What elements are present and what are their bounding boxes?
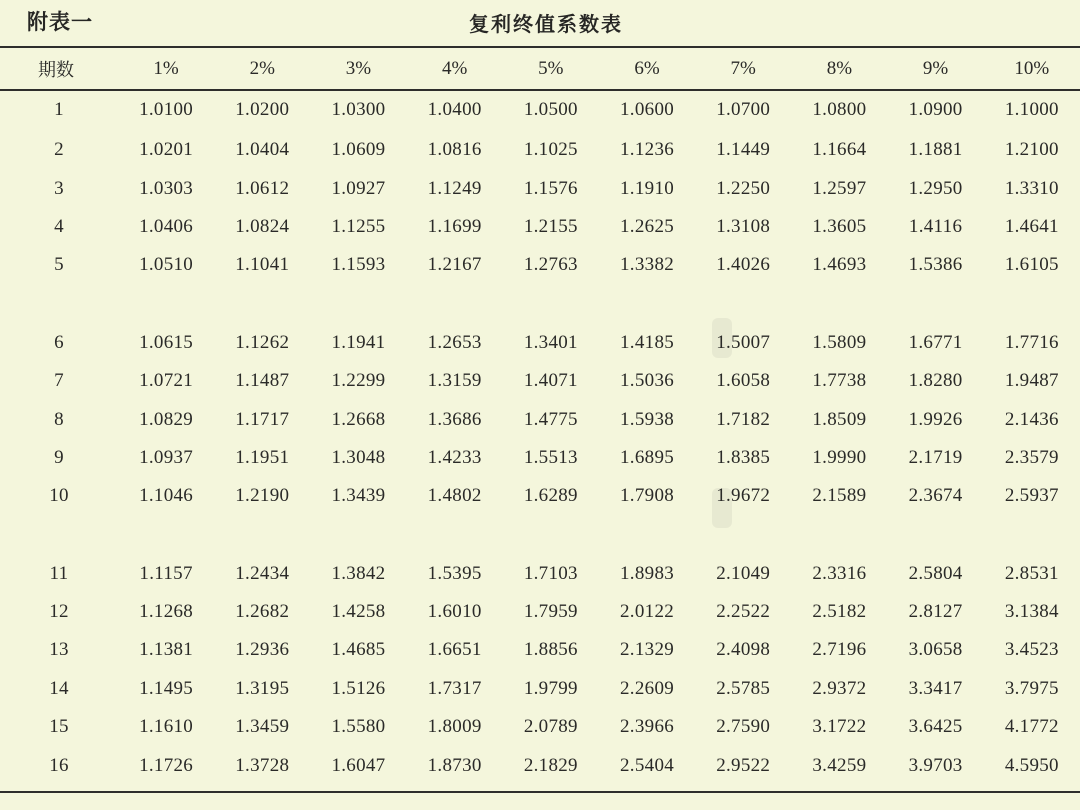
period-cell [0,324,118,362]
table-row [0,477,1080,515]
factor-cell: 1.2625 [620,215,675,237]
factor-cell: 1.1941 [331,331,386,353]
period-cell [0,439,118,477]
factor-cell: 1.2155 [523,215,578,237]
factor-cell: 1.4802 [427,485,482,507]
factor-cell: 1.5036 [620,370,675,392]
factor-cell: 1.0612 [235,177,290,199]
factor-cell: 1.4233 [427,446,482,468]
factor-cell: 1.3310 [1004,177,1059,199]
factor-cell: 1.0816 [427,139,482,161]
table-row [0,89,1080,131]
factor-cell: 1.4685 [331,639,386,661]
table-row [0,131,1080,169]
factor-cell: 1.9487 [1004,370,1059,392]
table-row [0,439,1080,477]
appendix-label: 附表一 [27,10,93,34]
period-cell [0,746,118,784]
factor-cell: 1.0404 [235,139,290,161]
factor-cell: 3.4523 [1004,639,1059,661]
factor-cell: 1.3159 [427,370,482,392]
rate-column-header: 9% [922,57,949,79]
factor-cell: 1.2653 [427,331,482,353]
factor-cell: 1.2167 [427,254,482,276]
factor-cell: 2.1436 [1004,408,1059,430]
factor-cell: 2.3966 [620,716,675,738]
table-row [0,208,1080,246]
factor-cell: 1.4071 [523,370,578,392]
period-value: 11 [49,562,69,584]
factor-cell: 1.4258 [331,601,386,623]
period-value: 14 [49,677,69,699]
period-value: 4 [54,215,64,237]
factor-cell: 2.8127 [908,601,963,623]
factor-cell: 1.7103 [523,562,578,584]
group-spacer [0,516,1080,555]
factor-cell: 2.5404 [620,754,675,776]
period-cell [0,593,118,631]
factor-cell: 3.3417 [908,677,963,699]
factor-cell: 1.3401 [523,331,578,353]
factor-cell: 2.9372 [812,677,867,699]
factor-cell: 1.4116 [908,215,963,237]
factor-cell: 1.8856 [523,639,578,661]
factor-cell: 2.8531 [1004,562,1059,584]
factor-cell: 1.0400 [427,99,482,120]
factor-cell: 1.1381 [139,639,194,661]
page-header [0,0,1080,46]
factor-cell: 1.1025 [523,139,578,161]
factor-cell: 1.1000 [1004,99,1059,120]
factor-cell: 1.1041 [235,254,290,276]
factor-cell: 1.3439 [331,485,386,507]
factor-cell: 1.0829 [139,408,194,430]
factor-cell: 2.4098 [716,639,771,661]
table-row [0,246,1080,284]
factor-cell: 1.4026 [716,254,771,276]
factor-cell: 2.3674 [908,485,963,507]
factor-cell: 1.8730 [427,754,482,776]
table-row [0,670,1080,708]
period-value: 5 [54,254,64,276]
table-row [0,555,1080,593]
factor-cell: 1.2190 [235,485,290,507]
factor-cell: 1.4185 [620,331,675,353]
factor-cell: 4.5950 [1004,754,1059,776]
period-cell [0,708,118,746]
factor-cell: 1.9926 [908,408,963,430]
table-row [0,708,1080,746]
period-value: 16 [49,754,69,776]
table-row [0,400,1080,438]
factor-cell: 1.3195 [235,677,290,699]
factor-cell: 1.6047 [331,754,386,776]
factor-cell: 1.0510 [139,254,194,276]
factor-cell: 1.5809 [812,331,867,353]
factor-cell: 1.0721 [139,370,194,392]
factor-cell: 1.0201 [139,139,194,161]
factor-cell: 1.1610 [139,716,194,738]
factor-cell: 1.6289 [523,485,578,507]
factor-cell: 1.5126 [331,677,386,699]
factor-cell: 4.1772 [1004,716,1059,738]
factor-cell: 1.3108 [716,215,771,237]
factor-cell: 1.8509 [812,408,867,430]
factor-cell: 1.5007 [716,331,771,353]
factor-cell: 1.0406 [139,215,194,237]
factor-cell: 1.1495 [139,677,194,699]
factor-cell: 1.3605 [812,215,867,237]
factor-cell: 1.0300 [331,99,386,120]
rate-column-header: 10% [1014,57,1050,79]
table-header [0,48,1080,89]
rate-column-header: 6% [634,57,660,79]
factor-cell: 3.4259 [812,754,867,776]
factor-cell: 2.2609 [620,677,675,699]
period-value: 7 [54,370,64,392]
spacer-cell [0,285,1080,324]
period-cell [0,208,118,246]
period-cell [0,631,118,669]
factor-cell: 1.3048 [331,446,386,468]
factor-cell: 1.8280 [908,370,963,392]
factor-cell: 1.1157 [139,562,193,584]
group-spacer [0,285,1080,324]
factor-cell: 1.2668 [331,408,386,430]
factor-cell: 2.7590 [716,716,771,738]
factor-cell: 1.4693 [812,254,867,276]
factor-cell: 1.6105 [1004,254,1059,276]
factor-cell: 2.1829 [523,754,578,776]
bottom-rule [0,791,1080,793]
period-cell [0,89,118,131]
factor-cell: 1.1726 [139,754,194,776]
factor-cell: 2.3579 [1004,446,1059,468]
factor-cell: 1.0500 [523,99,578,120]
factor-cell: 1.1951 [235,446,290,468]
period-cell [0,362,118,400]
rate-column-header: 7% [730,57,756,79]
factor-cell: 1.7716 [1004,331,1059,353]
period-value: 2 [54,139,64,161]
factor-cell: 3.9703 [908,754,963,776]
period-value: 12 [49,601,69,623]
period-value: 9 [54,446,64,468]
factor-cell: 2.5785 [716,677,771,699]
factor-cell: 1.2250 [716,177,771,199]
factor-cell: 1.2950 [908,177,963,199]
table-row [0,324,1080,362]
factor-cell: 1.1046 [139,485,194,507]
period-cell [0,131,118,169]
factor-cell: 1.3459 [235,716,290,738]
factor-cell: 1.3728 [235,754,290,776]
period-value: 8 [54,408,64,430]
factor-cell: 1.7908 [620,485,675,507]
factor-cell: 1.6651 [427,639,482,661]
factor-cell: 1.1717 [235,408,290,430]
period-value: 3 [54,177,64,199]
factor-cell: 1.1268 [139,601,194,623]
factor-cell: 1.3686 [427,408,482,430]
factor-cell: 1.5513 [523,446,578,468]
factor-cell: 1.4641 [1004,215,1059,237]
factor-cell: 3.1722 [812,716,867,738]
factor-cell: 1.1699 [427,215,482,237]
factor-cell: 1.1262 [235,331,290,353]
period-cell [0,670,118,708]
factor-cell: 1.0615 [139,331,194,353]
future-value-factor-table [0,48,1080,785]
rate-column-header: 5% [538,57,564,79]
period-cell [0,246,118,284]
period-value: 13 [49,639,69,661]
factor-cell: 2.1329 [620,639,675,661]
table-row [0,362,1080,400]
period-cell [0,169,118,207]
factor-cell: 1.5938 [620,408,675,430]
factor-cell: 2.9522 [716,754,771,776]
factor-cell: 1.1487 [235,370,290,392]
spacer-cell [0,516,1080,555]
factor-cell: 1.8385 [716,446,771,468]
table-row [0,593,1080,631]
header-row [0,48,1080,89]
factor-cell: 2.5182 [812,601,867,623]
factor-cell: 1.1449 [716,139,771,161]
factor-cell: 1.8009 [427,716,482,738]
factor-cell: 1.2936 [235,639,290,661]
factor-cell: 3.6425 [908,716,963,738]
factor-cell: 1.5386 [908,254,963,276]
factor-cell: 2.2522 [716,601,771,623]
factor-cell: 1.1236 [620,139,675,161]
period-value: 10 [49,485,69,507]
factor-cell: 1.7738 [812,370,867,392]
factor-cell: 1.7182 [716,408,771,430]
factor-cell: 1.1664 [812,139,867,161]
factor-cell: 1.0800 [812,99,867,120]
factor-cell: 2.1049 [716,562,771,584]
factor-cell: 2.0789 [523,716,578,738]
factor-cell: 1.2434 [235,562,290,584]
factor-cell: 1.0600 [620,99,675,120]
factor-cell: 2.5937 [1004,485,1059,507]
factor-cell: 1.7959 [523,601,578,623]
factor-cell: 1.0200 [235,99,290,120]
period-column-header: 期数 [38,59,74,81]
factor-cell: 1.1593 [331,254,386,276]
factor-cell: 3.0658 [908,639,963,661]
factor-cell: 1.9990 [812,446,867,468]
period-value: 6 [54,331,64,353]
factor-cell: 1.6895 [620,446,675,468]
table-body [0,89,1080,785]
factor-cell: 2.1719 [908,446,963,468]
factor-cell: 1.1255 [331,215,386,237]
factor-cell: 1.2299 [331,370,386,392]
factor-cell: 3.7975 [1004,677,1059,699]
period-value: 15 [49,716,69,738]
factor-cell: 1.0700 [716,99,771,120]
factor-cell: 1.8983 [620,562,675,584]
factor-cell: 1.0900 [908,99,963,120]
factor-cell: 1.0303 [139,177,194,199]
factor-cell: 1.1910 [620,177,675,199]
factor-cell: 1.1249 [427,177,482,199]
factor-cell: 1.7317 [427,677,482,699]
factor-cell: 2.1589 [812,485,867,507]
factor-cell: 1.0937 [139,446,194,468]
factor-cell: 1.2597 [812,177,867,199]
table-row [0,746,1080,784]
rate-column-header: 8% [826,57,853,79]
table-row [0,169,1080,207]
period-cell [0,555,118,593]
factor-cell: 1.0100 [139,99,194,120]
factor-cell: 1.9672 [716,485,771,507]
period-value: 1 [54,99,64,120]
factor-cell: 1.3842 [331,562,386,584]
factor-cell: 2.0122 [620,601,675,623]
period-cell [0,477,118,515]
rate-column-header: 4% [441,57,468,79]
period-cell [0,400,118,438]
factor-cell: 1.0927 [331,177,386,199]
factor-cell: 1.2100 [1004,139,1059,161]
rate-column-header: 2% [249,57,275,79]
factor-cell: 2.7196 [812,639,867,661]
factor-cell: 1.2682 [235,601,290,623]
factor-cell: 1.6058 [716,370,771,392]
factor-cell: 1.1881 [908,139,963,161]
factor-cell: 1.0824 [235,215,290,237]
rate-column-header: 1% [153,57,179,79]
factor-cell: 1.5395 [427,562,482,584]
factor-cell: 1.6010 [427,601,482,623]
factor-cell: 3.1384 [1004,601,1059,623]
factor-cell: 2.3316 [812,562,867,584]
factor-cell: 1.3382 [620,254,675,276]
factor-cell: 1.5580 [331,716,386,738]
factor-cell: 1.9799 [523,677,578,699]
factor-cell: 1.4775 [523,408,578,430]
factor-cell: 1.1576 [523,177,578,199]
factor-cell: 1.6771 [908,331,963,353]
table-title: 复利终值系数表 [469,12,623,36]
factor-cell: 2.5804 [908,562,963,584]
table-row [0,631,1080,669]
factor-cell: 1.2763 [523,254,578,276]
rate-column-header: 3% [345,57,372,79]
factor-cell: 1.0609 [331,139,386,161]
